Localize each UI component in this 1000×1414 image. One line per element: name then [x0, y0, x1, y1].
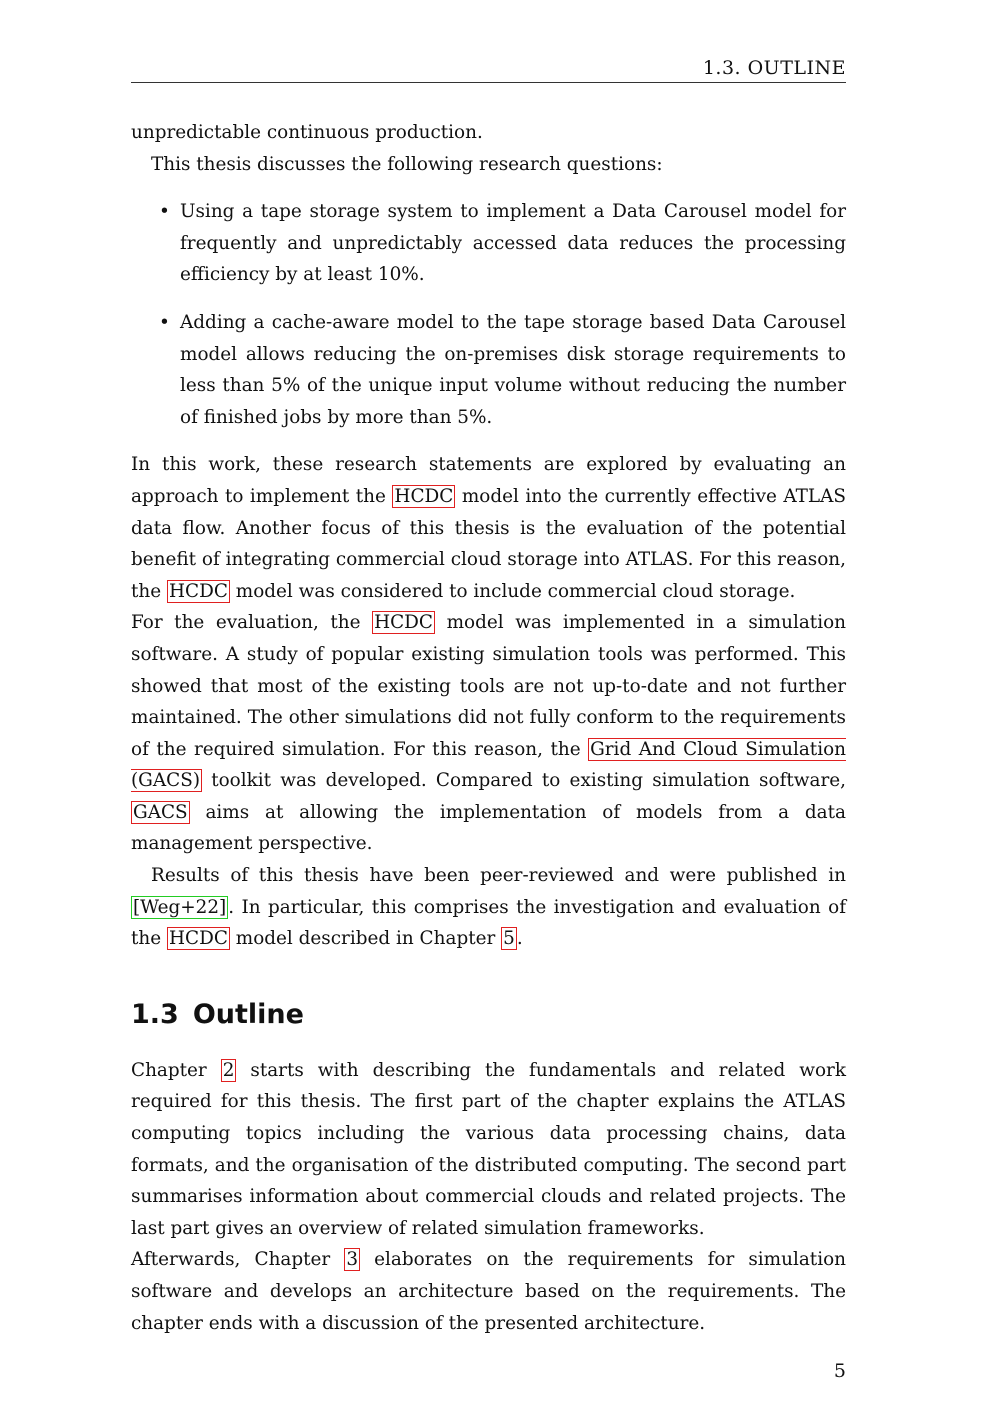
- paragraph-outline-2: [131, 1244, 846, 1339]
- acronym-link-hcdc[interactable]: HCDC: [374, 612, 434, 634]
- paragraph-work: [131, 449, 846, 607]
- text-run: model into the currently effective ATLAS data flow. Another focus of this thesis is the evaluation of the potential benefit of integrating commercial cloud storage into ATLAS. For this reason, the: [131, 485, 846, 602]
- text-run: Results of this thesis have been peer-reviewed and were published in: [151, 865, 846, 887]
- text-run: .: [516, 928, 523, 950]
- text-run: toolkit was developed. Compared to existing simulation software,: [202, 770, 846, 792]
- text-run: This thesis discusses the following research questions:: [151, 153, 663, 175]
- text-run: elaborates on the requirements for simulation software and develops an architecture based on the requirements. The chapter ends with a discussion of the presented architecture.: [131, 1249, 846, 1334]
- paragraph-evaluation: [131, 607, 846, 860]
- text-run: . In particular, this comprises the investigation and evaluation of the: [131, 896, 846, 950]
- text-run: aims at allowing the implementation of models from a data management perspective.: [131, 801, 846, 855]
- page-number: 5: [833, 1360, 846, 1382]
- text-run: For the evaluation, the: [131, 612, 373, 634]
- acronym-link-hcdc[interactable]: HCDC: [168, 580, 228, 602]
- acronym-link-hcdc[interactable]: HCDC: [168, 928, 228, 950]
- research-question-2: Adding a cache-aware model to the tape storage based Data Carousel model allows reducing the on-premises disk storage requirements to less than 5% of the unique input volume without reducing the number of finished jobs by more than 5%.: [180, 311, 846, 428]
- chapter-link-2[interactable]: 2: [222, 1059, 235, 1081]
- text-run: model described in Chapter: [229, 928, 502, 950]
- bullet-icon: •: [159, 201, 170, 223]
- paragraph-results: [131, 860, 846, 955]
- text-run: unpredictable continuous production.: [131, 122, 483, 143]
- text-run: starts with describing the fundamentals and related work required for this thesis. The first part of the chapter explains the ATLAS computing topics including the various data processing chains, data formats, and the organisation of the distributed computing. The second part summarises information about commercial clouds and related projects. The last part gives an overview of related simulation frameworks.: [131, 1059, 846, 1239]
- citation-link-weg22[interactable]: [Weg+22]: [133, 896, 227, 918]
- running-header: [131, 56, 846, 83]
- text-run: In this work, these research statements are explored by evaluating an approach to implement the: [131, 454, 846, 507]
- paragraph-outline-1: [131, 1055, 846, 1245]
- paragraph-research-questions-intro: [131, 149, 846, 181]
- page: [131, 0, 846, 1414]
- acronym-link-hcdc[interactable]: HCDC: [394, 485, 454, 507]
- chapter-link-5[interactable]: 5: [503, 928, 515, 950]
- text-run: model was considered to include commercial cloud storage.: [229, 580, 796, 602]
- list-item: [131, 307, 846, 433]
- running-title: 1.3. OUTLINE: [702, 57, 846, 79]
- bullet-icon: •: [159, 311, 170, 333]
- text-run: model was implemented in a simulation software. A study of popular existing simulation tools was performed. This showed that most of the existing tools are not up-to-date and not further maintained. The other simulations did not fully conform to the requirements of the required simulation. For this reason, the: [131, 612, 846, 760]
- section-number: 1.3: [131, 998, 179, 1030]
- body-text: [131, 117, 846, 1339]
- section-heading: [131, 997, 846, 1033]
- research-questions-list: [131, 196, 846, 433]
- text-run: Chapter: [131, 1059, 221, 1081]
- list-item: [131, 196, 846, 291]
- section-title: Outline: [192, 998, 304, 1030]
- research-question-1: Using a tape storage system to implement a Data Carousel model for frequently and unpredictably accessed data reduces the processing efficiency by at least 10%.: [180, 201, 846, 286]
- chapter-link-3[interactable]: 3: [346, 1249, 359, 1271]
- text-run: Afterwards, Chapter: [131, 1249, 345, 1271]
- acronym-link-gacs-full[interactable]: Grid And Cloud Simulation (GACS): [131, 738, 846, 792]
- paragraph-intro-end: [131, 117, 846, 149]
- acronym-link-gacs[interactable]: GACS: [133, 801, 188, 823]
